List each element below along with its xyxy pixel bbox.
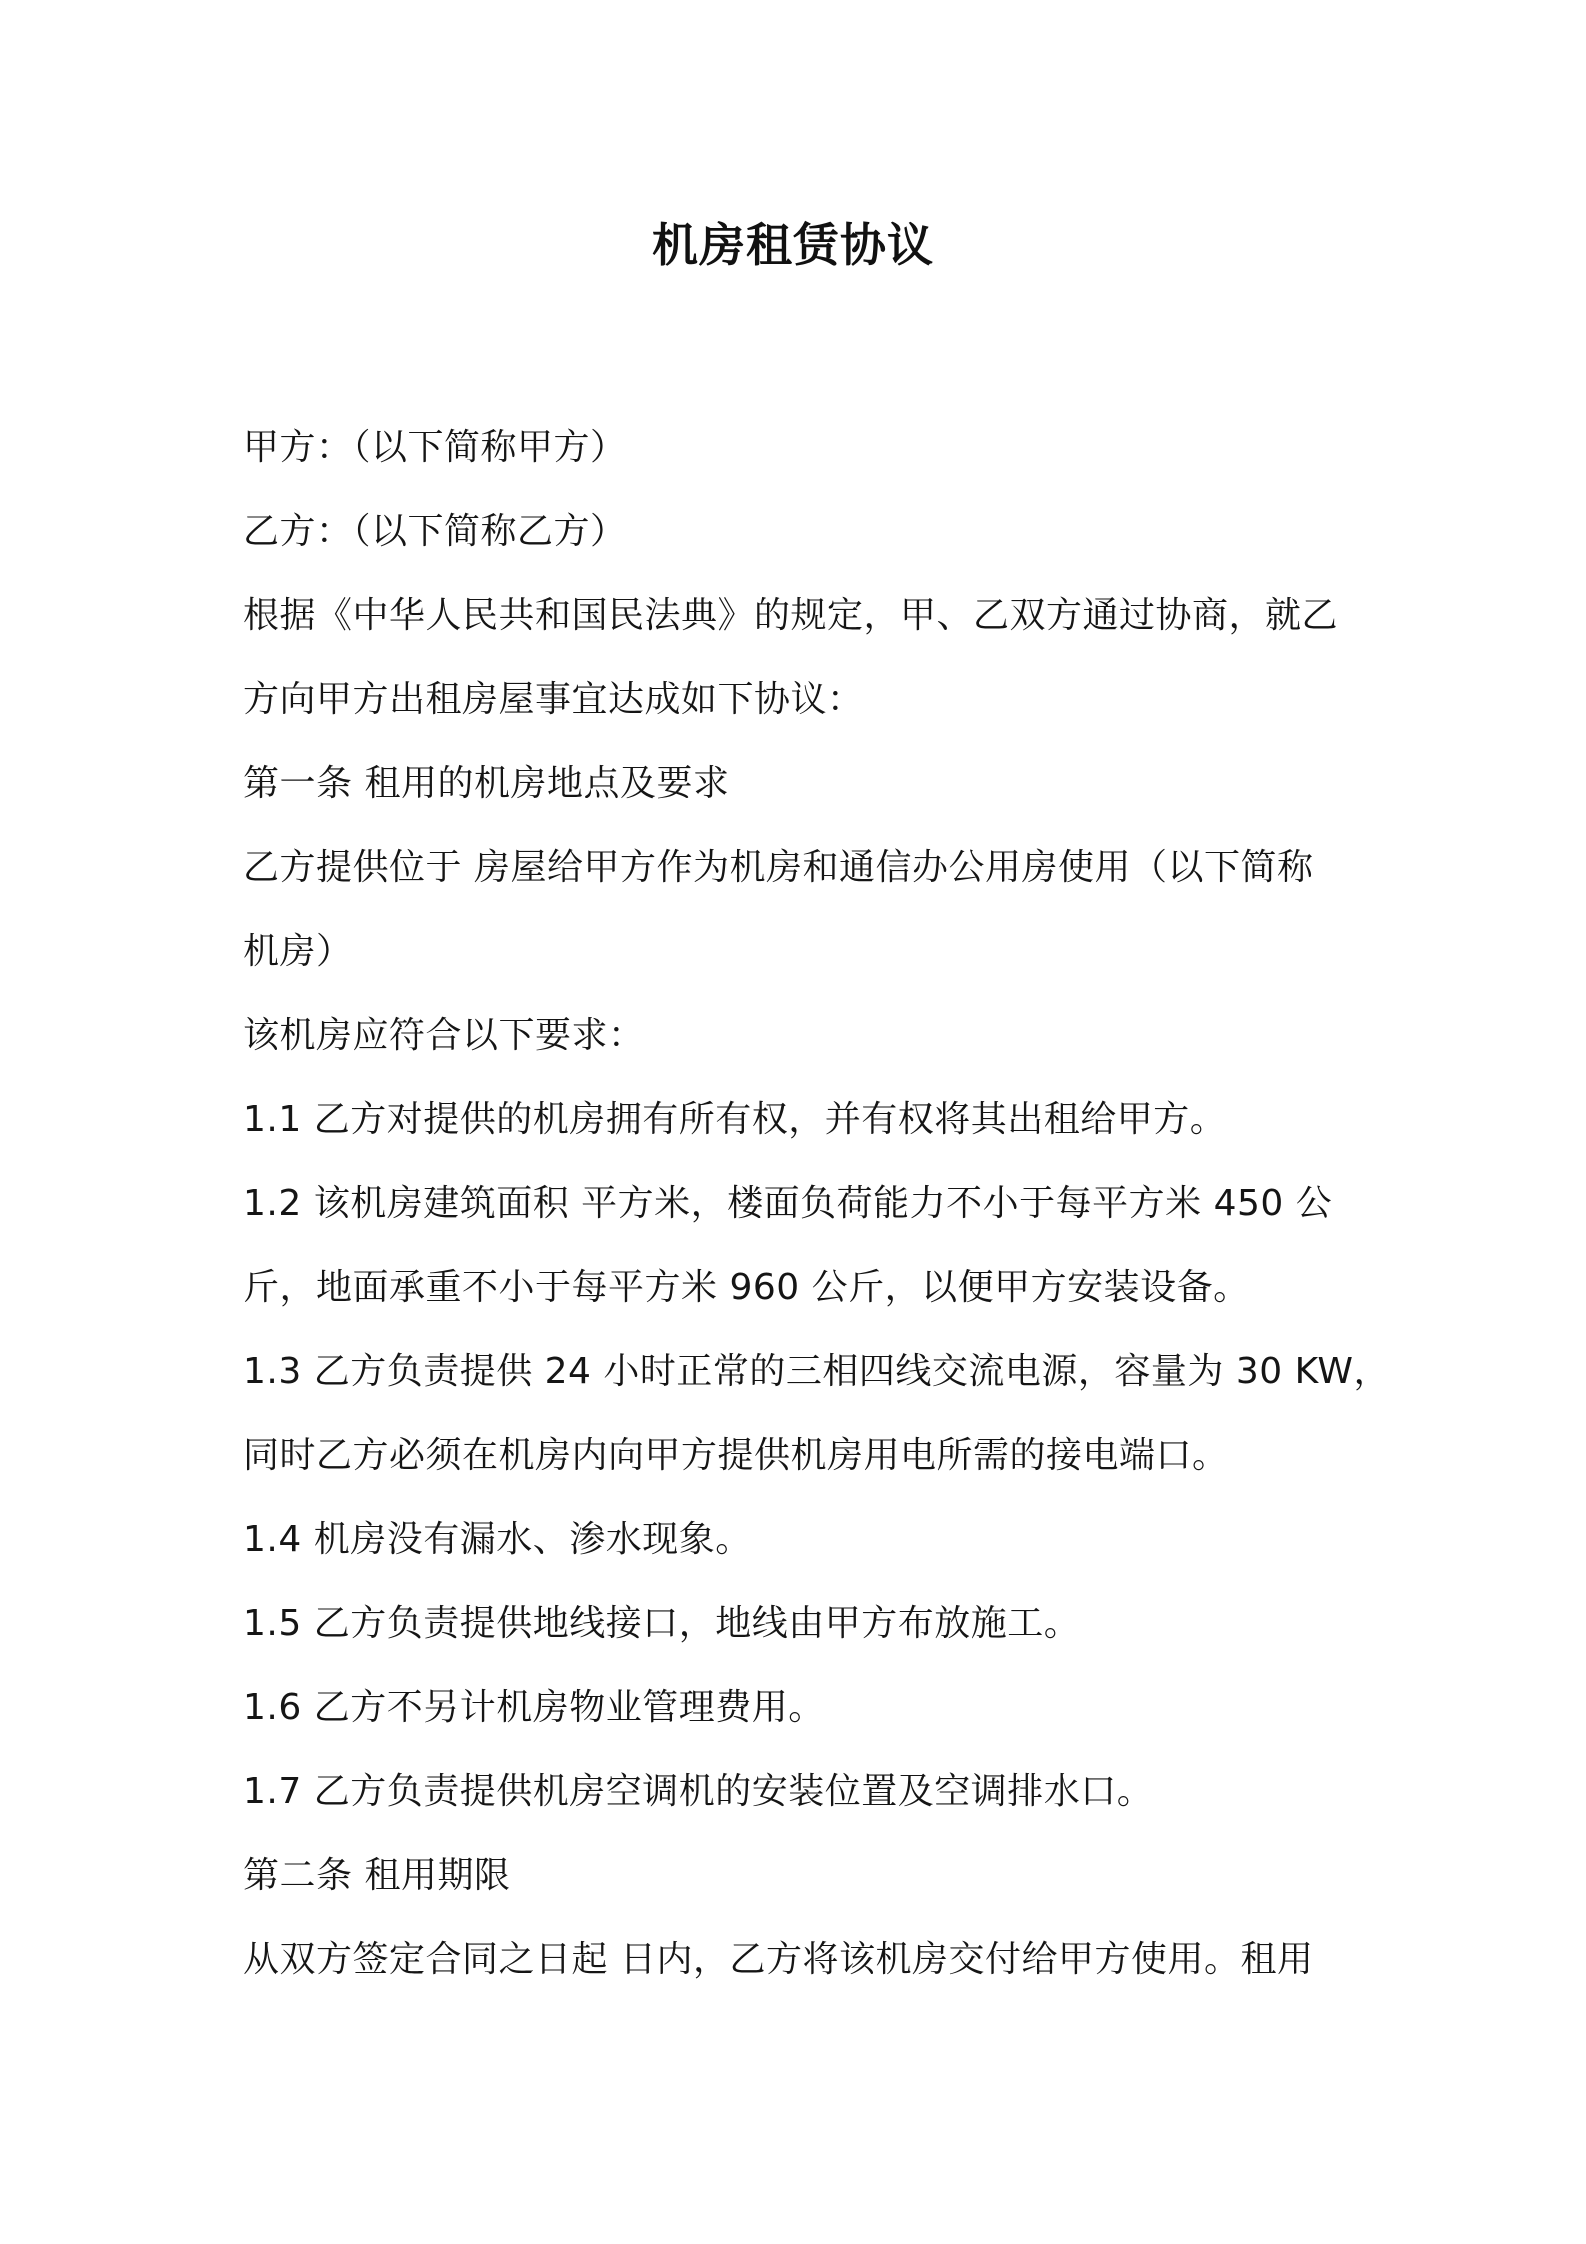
preamble-line-2: 方向甲方出租房屋事宜达成如下协议： <box>243 679 864 720</box>
preamble-line-1: 根据《中华人民共和国民法典》的规定，甲、乙双方通过协商，就乙 <box>243 595 1339 636</box>
requirements-intro: 该机房应符合以下要求： <box>243 1015 645 1056</box>
article-2-heading: 第二条 租用期限 <box>243 1855 511 1896</box>
party-b-line: 乙方：（以下简称乙方） <box>243 511 627 552</box>
clause-1-6: 1.6 乙方不另计机房物业管理费用。 <box>243 1687 825 1728</box>
document-title: 机房租赁协议 <box>652 218 934 272</box>
clause-1-3-line-1: 1.3 乙方负责提供 24 小时正常的三相四线交流电源，容量为 30 KW， <box>243 1351 1391 1392</box>
document-body <box>243 406 1391 2002</box>
clause-1-4: 1.4 机房没有漏水、渗水现象。 <box>243 1519 752 1560</box>
clause-1-3-line-2: 同时乙方必须在机房内向甲方提供机房用电所需的接电端口。 <box>243 1435 1229 1476</box>
clause-1-2-line-1: 1.2 该机房建筑面积 平方米，楼面负荷能力不小于每平方米 450 公 <box>243 1183 1333 1224</box>
party-a-line: 甲方：（以下简称甲方） <box>243 427 627 468</box>
clause-1-7: 1.7 乙方负责提供机房空调机的安装位置及空调排水口。 <box>243 1771 1154 1812</box>
article-2-text-1: 从双方签定合同之日起 日内，乙方将该机房交付给甲方使用。租用 <box>243 1939 1314 1980</box>
article-1-text-1: 乙方提供位于 房屋给甲方作为机房和通信办公用房使用（以下简称 <box>243 847 1314 888</box>
article-1-text-2: 机房） <box>243 931 353 972</box>
article-1-heading: 第一条 租用的机房地点及要求 <box>243 763 730 804</box>
clause-1-1: 1.1 乙方对提供的机房拥有所有权，并有权将其出租给甲方。 <box>243 1099 1227 1140</box>
clause-1-5: 1.5 乙方负责提供地线接口，地线由甲方布放施工。 <box>243 1603 1081 1644</box>
clause-1-2-line-2: 斤，地面承重不小于每平方米 960 公斤，以便甲方安装设备。 <box>243 1267 1250 1308</box>
